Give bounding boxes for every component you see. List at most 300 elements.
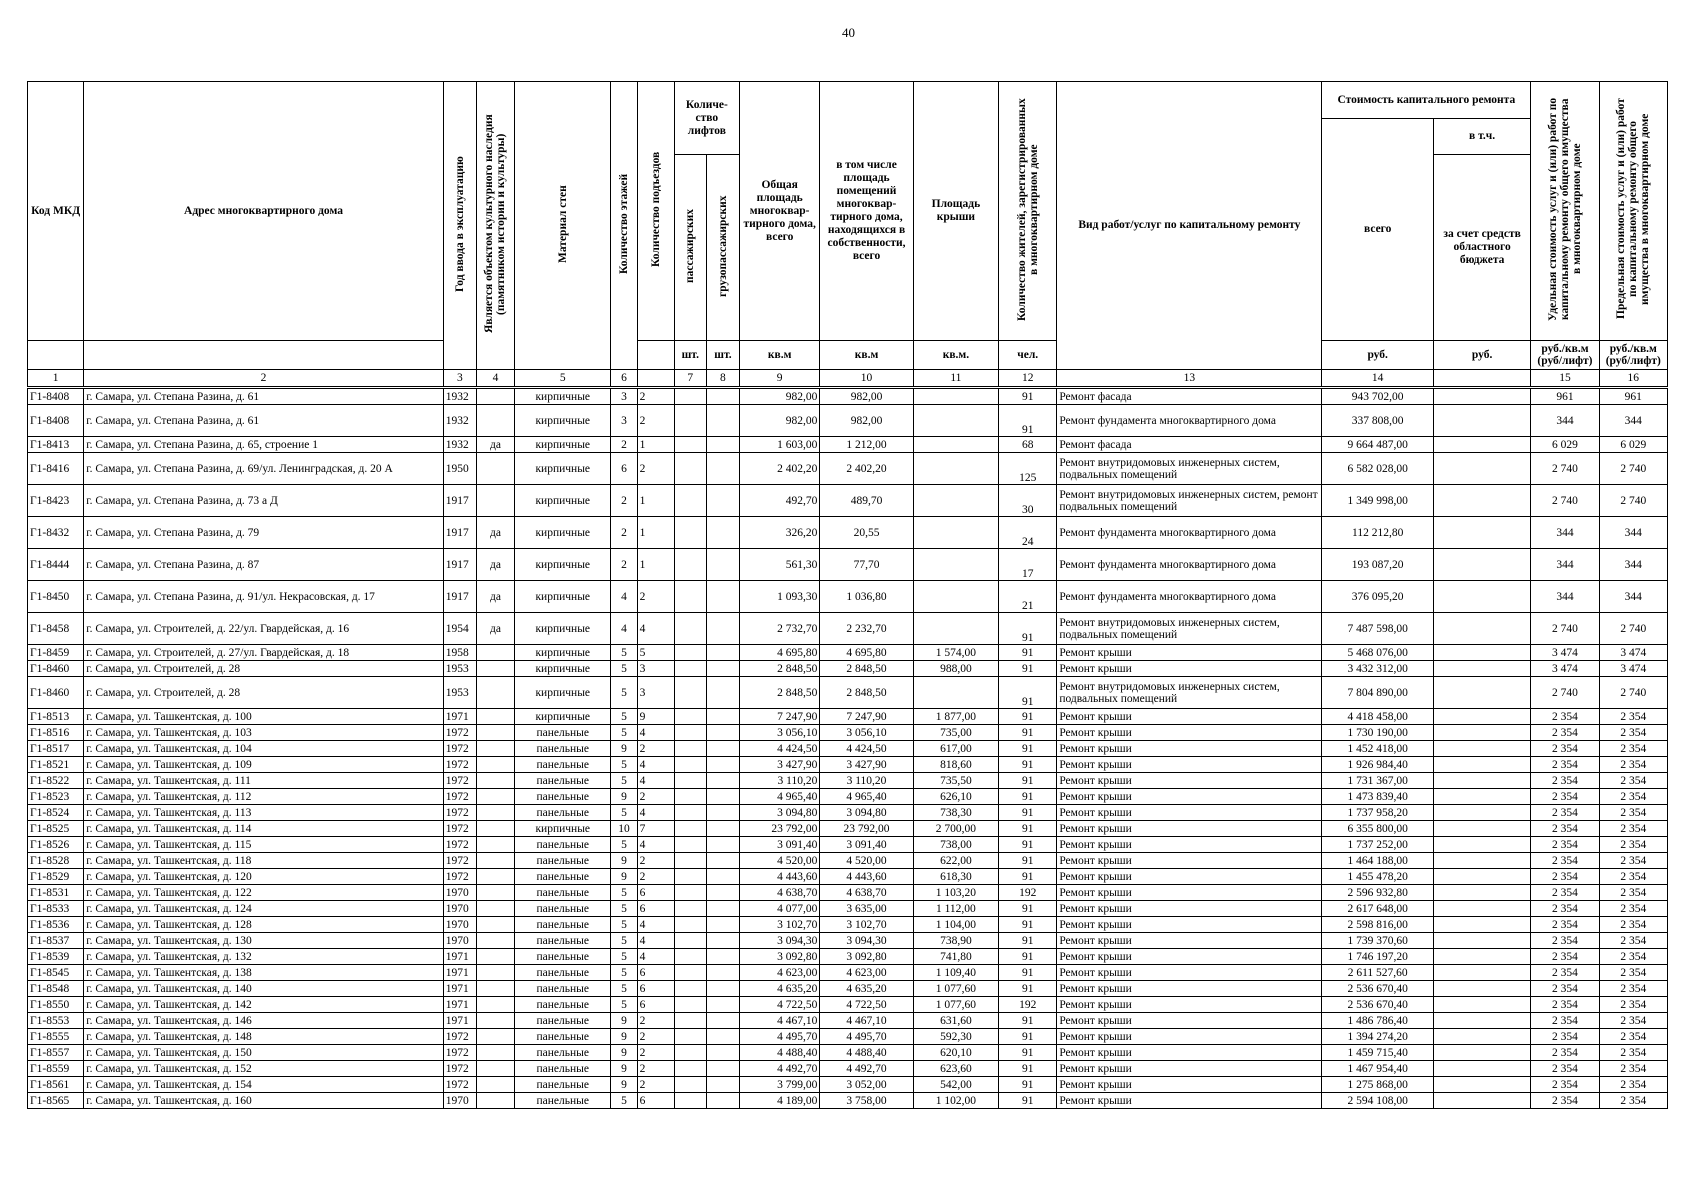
column-number: 2 (84, 370, 444, 388)
unit-cost: руб. (1322, 341, 1433, 370)
cell-floors: 5 (611, 709, 637, 725)
cell-year: 1932 (443, 405, 476, 437)
cell-owned-area: 2 848,50 (820, 661, 913, 677)
column-number (637, 370, 674, 388)
cell-unit-cost: 2 354 (1531, 901, 1599, 917)
cell-code: Г1-8450 (28, 581, 84, 613)
cell-roof-area: 626,10 (913, 789, 998, 805)
table-row (28, 581, 1668, 613)
cell-entrances: 2 (637, 388, 674, 405)
cell-address: г. Самара, ул. Ташкентская, д. 142 (84, 997, 444, 1013)
cell-roof-area: 622,00 (913, 853, 998, 869)
cell-total-area: 492,70 (740, 485, 820, 517)
cell-code: Г1-8553 (28, 1013, 84, 1029)
cell-owned-area: 3 094,80 (820, 805, 913, 821)
cell-work: Ремонт фасада (1057, 437, 1322, 453)
column-number: 11 (913, 370, 998, 388)
unit-roof-area: кв.м. (913, 341, 998, 370)
cell-floors: 5 (611, 837, 637, 853)
cell-entrances: 3 (637, 661, 674, 677)
cell-code: Г1-8555 (28, 1029, 84, 1045)
cell-freight (706, 1061, 739, 1077)
cell-entrances: 6 (637, 981, 674, 997)
cell-owned-area: 3 094,30 (820, 933, 913, 949)
cell-unit-cost: 2 354 (1531, 805, 1599, 821)
cell-code: Г1-8528 (28, 853, 84, 869)
cell-passenger (674, 981, 706, 997)
cell-total-area: 4 077,00 (740, 901, 820, 917)
cell-owned-area: 4 467,10 (820, 1013, 913, 1029)
cell-work: Ремонт крыши (1057, 981, 1322, 997)
cell-year: 1970 (443, 917, 476, 933)
cell-roof-area (913, 581, 998, 613)
cell-address: г. Самара, ул. Степана Разина, д. 91/ул. Некрасовская, д. 17 (84, 581, 444, 613)
cell-cost: 1 455 478,20 (1322, 869, 1433, 885)
cell-roof-area (913, 485, 998, 517)
cell-total-area: 7 247,90 (740, 709, 820, 725)
cell-heritage (476, 885, 514, 901)
header-cost: Стоимость капитального ремонта (1322, 82, 1531, 119)
cell-code: Г1-8529 (28, 869, 84, 885)
cell-residents: 91 (999, 1077, 1057, 1093)
cell-regional (1433, 773, 1530, 789)
cell-year: 1932 (443, 437, 476, 453)
cell-residents: 91 (999, 837, 1057, 853)
cell-address: г. Самара, ул. Ташкентская, д. 132 (84, 949, 444, 965)
cell-address: г. Самара, ул. Степана Разина, д. 73 а Д (84, 485, 444, 517)
cell-floors: 3 (611, 388, 637, 405)
cell-heritage (476, 853, 514, 869)
cell-passenger (674, 613, 706, 645)
cell-residents: 30 (999, 485, 1057, 517)
cell-code: Г1-8408 (28, 405, 84, 437)
cell-work: Ремонт крыши (1057, 821, 1322, 837)
cell-max-cost: 2 354 (1599, 917, 1667, 933)
cell-work: Ремонт крыши (1057, 853, 1322, 869)
cell-residents: 91 (999, 869, 1057, 885)
cell-total-area: 3 094,30 (740, 933, 820, 949)
cell-entrances: 1 (637, 549, 674, 581)
cell-roof-area: 738,00 (913, 837, 998, 853)
cell-year: 1972 (443, 1029, 476, 1045)
cell-max-cost: 2 354 (1599, 1061, 1667, 1077)
cell-freight (706, 869, 739, 885)
cell-year: 1972 (443, 821, 476, 837)
cell-code: Г1-8561 (28, 1077, 84, 1093)
cell-max-cost: 2 354 (1599, 757, 1667, 773)
cell-max-cost: 2 354 (1599, 933, 1667, 949)
cell-address: г. Самара, ул. Ташкентская, д. 111 (84, 773, 444, 789)
cell-roof-area: 2 700,00 (913, 821, 998, 837)
table-row (28, 933, 1668, 949)
cell-owned-area: 982,00 (820, 388, 913, 405)
cell-regional (1433, 981, 1530, 997)
cell-regional (1433, 661, 1530, 677)
cell-max-cost: 2 354 (1599, 837, 1667, 853)
cell-max-cost: 344 (1599, 517, 1667, 549)
cell-material: панельные (515, 741, 611, 757)
cell-unit-cost: 2 354 (1531, 741, 1599, 757)
cell-roof-area (913, 453, 998, 485)
cell-year: 1972 (443, 1045, 476, 1061)
cell-residents: 192 (999, 885, 1057, 901)
cell-roof-area (913, 437, 998, 453)
cell-code: Г1-8557 (28, 1045, 84, 1061)
column-number: 10 (820, 370, 913, 388)
cell-unit-cost: 961 (1531, 388, 1599, 405)
cell-floors: 4 (611, 613, 637, 645)
cell-address: г. Самара, ул. Степана Разина, д. 79 (84, 517, 444, 549)
cell-total-area: 3 102,70 (740, 917, 820, 933)
cell-cost: 1 349 998,00 (1322, 485, 1433, 517)
cell-regional (1433, 709, 1530, 725)
cell-regional (1433, 917, 1530, 933)
cell-passenger (674, 1029, 706, 1045)
table-row (28, 549, 1668, 581)
cell-regional (1433, 965, 1530, 981)
cell-material: кирпичные (515, 581, 611, 613)
cell-residents: 91 (999, 789, 1057, 805)
cell-total-area: 2 848,50 (740, 677, 820, 709)
table-row (28, 1077, 1668, 1093)
cell-work: Ремонт фундамента многоквартирного дома (1057, 405, 1322, 437)
cell-address: г. Самара, ул. Ташкентская, д. 114 (84, 821, 444, 837)
cell-work: Ремонт крыши (1057, 901, 1322, 917)
cell-address: г. Самара, ул. Ташкентская, д. 130 (84, 933, 444, 949)
table-row (28, 885, 1668, 901)
cell-work: Ремонт крыши (1057, 645, 1322, 661)
cell-residents: 91 (999, 965, 1057, 981)
cell-work: Ремонт крыши (1057, 709, 1322, 725)
cell-heritage (476, 709, 514, 725)
cell-roof-area: 1 077,60 (913, 981, 998, 997)
cell-address: г. Самара, ул. Ташкентская, д. 148 (84, 1029, 444, 1045)
units-address (84, 341, 444, 370)
table-row (28, 437, 1668, 453)
cell-regional (1433, 1013, 1530, 1029)
cell-total-area: 3 427,90 (740, 757, 820, 773)
cell-cost: 1 739 370,60 (1322, 933, 1433, 949)
cell-heritage (476, 821, 514, 837)
cell-code: Г1-8522 (28, 773, 84, 789)
header-unit-cost: Удельная стоимость услуг и (или) работ по капитальному ремонту общего имущества в многоквартирном доме (1531, 82, 1599, 341)
cell-max-cost: 2 354 (1599, 805, 1667, 821)
units-entrances (637, 341, 674, 370)
cell-address: г. Самара, ул. Ташкентская, д. 146 (84, 1013, 444, 1029)
cell-unit-cost: 2 354 (1531, 965, 1599, 981)
cell-regional (1433, 517, 1530, 549)
cell-owned-area: 2 848,50 (820, 677, 913, 709)
cell-entrances: 4 (637, 917, 674, 933)
cell-material: кирпичные (515, 661, 611, 677)
cell-roof-area: 1 574,00 (913, 645, 998, 661)
cell-material: панельные (515, 837, 611, 853)
cell-freight (706, 997, 739, 1013)
cell-passenger (674, 1077, 706, 1093)
cell-heritage (476, 1077, 514, 1093)
column-number: 14 (1322, 370, 1433, 388)
cell-heritage: да (476, 581, 514, 613)
cell-residents: 91 (999, 388, 1057, 405)
cell-material: панельные (515, 1061, 611, 1077)
cell-work: Ремонт фундамента многоквартирного дома (1057, 517, 1322, 549)
cell-freight (706, 725, 739, 741)
cell-year: 1954 (443, 613, 476, 645)
cell-year: 1972 (443, 853, 476, 869)
cell-floors: 9 (611, 1029, 637, 1045)
cell-passenger (674, 997, 706, 1013)
cell-regional (1433, 645, 1530, 661)
cell-heritage (476, 453, 514, 485)
cell-residents: 91 (999, 773, 1057, 789)
cell-year: 1972 (443, 757, 476, 773)
cell-freight (706, 1093, 739, 1109)
cell-year: 1971 (443, 981, 476, 997)
cell-code: Г1-8513 (28, 709, 84, 725)
cell-unit-cost: 2 354 (1531, 1077, 1599, 1093)
cell-code: Г1-8458 (28, 613, 84, 645)
cell-work: Ремонт крыши (1057, 1029, 1322, 1045)
cell-owned-area: 4 623,00 (820, 965, 913, 981)
cell-freight (706, 965, 739, 981)
cell-material: панельные (515, 1013, 611, 1029)
cell-work: Ремонт внутридомовых инженерных систем, подвальных помещений (1057, 453, 1322, 485)
cell-cost: 5 468 076,00 (1322, 645, 1433, 661)
cell-residents: 192 (999, 997, 1057, 1013)
cell-material: панельные (515, 789, 611, 805)
cell-max-cost: 2 740 (1599, 677, 1667, 709)
cell-passenger (674, 885, 706, 901)
cell-roof-area (913, 517, 998, 549)
column-number: 5 (515, 370, 611, 388)
cell-passenger (674, 405, 706, 437)
cell-code: Г1-8548 (28, 981, 84, 997)
cell-address: г. Самара, ул. Степана Разина, д. 61 (84, 405, 444, 437)
cell-heritage (476, 1093, 514, 1109)
cell-total-area: 2 848,50 (740, 661, 820, 677)
cell-floors: 9 (611, 853, 637, 869)
cell-roof-area: 1 102,00 (913, 1093, 998, 1109)
cell-residents: 91 (999, 1045, 1057, 1061)
cell-regional (1433, 837, 1530, 853)
header-cost-total: всего (1322, 119, 1433, 341)
cell-unit-cost: 2 354 (1531, 1093, 1599, 1109)
cell-code: Г1-8539 (28, 949, 84, 965)
cell-floors: 5 (611, 661, 637, 677)
cell-material: панельные (515, 757, 611, 773)
cell-entrances: 2 (637, 1077, 674, 1093)
cell-regional (1433, 997, 1530, 1013)
header-material: Материал стен (515, 82, 611, 370)
cell-code: Г1-8408 (28, 388, 84, 405)
cell-roof-area: 735,00 (913, 725, 998, 741)
cell-floors: 9 (611, 1045, 637, 1061)
cell-material: панельные (515, 901, 611, 917)
cell-passenger (674, 549, 706, 581)
cell-passenger (674, 485, 706, 517)
cell-entrances: 4 (637, 837, 674, 853)
cell-work: Ремонт внутридомовых инженерных систем, подвальных помещений (1057, 677, 1322, 709)
cell-max-cost: 2 740 (1599, 453, 1667, 485)
cell-residents: 91 (999, 901, 1057, 917)
cell-max-cost: 2 354 (1599, 773, 1667, 789)
cell-unit-cost: 2 354 (1531, 885, 1599, 901)
cell-total-area: 4 488,40 (740, 1045, 820, 1061)
cell-heritage (476, 725, 514, 741)
cell-roof-area: 623,60 (913, 1061, 998, 1077)
cell-heritage (476, 1045, 514, 1061)
cell-floors: 5 (611, 901, 637, 917)
cell-year: 1971 (443, 1013, 476, 1029)
cell-max-cost: 2 354 (1599, 1013, 1667, 1029)
cell-unit-cost: 2 354 (1531, 1061, 1599, 1077)
cell-material: кирпичные (515, 645, 611, 661)
cell-year: 1917 (443, 581, 476, 613)
cell-entrances: 6 (637, 965, 674, 981)
cell-cost: 1 746 197,20 (1322, 949, 1433, 965)
table-row (28, 725, 1668, 741)
cell-residents: 91 (999, 949, 1057, 965)
cell-year: 1972 (443, 1061, 476, 1077)
cell-max-cost: 2 354 (1599, 853, 1667, 869)
cell-heritage (476, 757, 514, 773)
cell-unit-cost: 2 354 (1531, 725, 1599, 741)
cell-address: г. Самара, ул. Степана Разина, д. 69/ул. Ленинградская, д. 20 А (84, 453, 444, 485)
cell-unit-cost: 2 354 (1531, 821, 1599, 837)
cell-year: 1917 (443, 549, 476, 581)
cell-residents: 91 (999, 805, 1057, 821)
cell-freight (706, 933, 739, 949)
cell-max-cost: 2 354 (1599, 789, 1667, 805)
cell-unit-cost: 2 354 (1531, 853, 1599, 869)
cell-owned-area: 489,70 (820, 485, 913, 517)
cell-address: г. Самара, ул. Ташкентская, д. 113 (84, 805, 444, 821)
cell-address: г. Самара, ул. Ташкентская, д. 115 (84, 837, 444, 853)
cell-cost: 337 808,00 (1322, 405, 1433, 437)
cell-year: 1972 (443, 773, 476, 789)
cell-owned-area: 4 638,70 (820, 885, 913, 901)
cell-address: г. Самара, ул. Ташкентская, д. 128 (84, 917, 444, 933)
cell-heritage (476, 1061, 514, 1077)
cell-floors: 10 (611, 821, 637, 837)
cell-work: Ремонт крыши (1057, 805, 1322, 821)
cell-roof-area: 1 104,00 (913, 917, 998, 933)
cell-total-area: 2 402,20 (740, 453, 820, 485)
cell-total-area: 4 695,80 (740, 645, 820, 661)
cell-address: г. Самара, ул. Ташкентская, д. 160 (84, 1093, 444, 1109)
cell-address: г. Самара, ул. Ташкентская, д. 138 (84, 965, 444, 981)
cell-material: кирпичные (515, 453, 611, 485)
cell-heritage: да (476, 437, 514, 453)
header-incl: в т.ч. (1433, 119, 1530, 155)
cell-floors: 5 (611, 773, 637, 789)
cell-total-area: 4 965,40 (740, 789, 820, 805)
cell-unit-cost: 2 354 (1531, 933, 1599, 949)
cell-roof-area: 1 112,00 (913, 901, 998, 917)
cell-roof-area: 735,50 (913, 773, 998, 789)
cell-owned-area: 3 102,70 (820, 917, 913, 933)
cell-residents: 24 (999, 517, 1057, 549)
column-number (1433, 370, 1530, 388)
cell-cost: 6 355 800,00 (1322, 821, 1433, 837)
cell-floors: 2 (611, 549, 637, 581)
cell-floors: 5 (611, 917, 637, 933)
cell-unit-cost: 2 354 (1531, 917, 1599, 933)
cell-regional (1433, 933, 1530, 949)
cell-max-cost: 2 740 (1599, 485, 1667, 517)
cell-total-area: 1 093,30 (740, 581, 820, 613)
cell-unit-cost: 344 (1531, 549, 1599, 581)
cell-material: панельные (515, 1045, 611, 1061)
cell-unit-cost: 6 029 (1531, 437, 1599, 453)
cell-total-area: 4 467,10 (740, 1013, 820, 1029)
cell-residents: 91 (999, 853, 1057, 869)
cell-max-cost: 2 354 (1599, 741, 1667, 757)
cell-residents: 125 (999, 453, 1057, 485)
cell-address: г. Самара, ул. Ташкентская, д. 152 (84, 1061, 444, 1077)
cell-regional (1433, 901, 1530, 917)
cell-cost: 2 536 670,40 (1322, 981, 1433, 997)
cell-address: г. Самара, ул. Ташкентская, д. 100 (84, 709, 444, 725)
table-row (28, 485, 1668, 517)
cell-floors: 5 (611, 933, 637, 949)
cell-entrances: 6 (637, 1093, 674, 1109)
cell-work: Ремонт крыши (1057, 1061, 1322, 1077)
cell-freight (706, 853, 739, 869)
cell-address: г. Самара, ул. Ташкентская, д. 109 (84, 757, 444, 773)
cell-heritage (476, 405, 514, 437)
cell-unit-cost: 2 354 (1531, 997, 1599, 1013)
cell-residents: 91 (999, 1029, 1057, 1045)
cell-owned-area: 3 427,90 (820, 757, 913, 773)
header-entrances: Количество подъездов (637, 82, 674, 341)
cell-unit-cost: 2 740 (1531, 613, 1599, 645)
cell-passenger (674, 725, 706, 741)
cell-material: кирпичные (515, 709, 611, 725)
cell-total-area: 3 094,80 (740, 805, 820, 821)
cell-floors: 5 (611, 981, 637, 997)
cell-max-cost: 2 354 (1599, 1029, 1667, 1045)
cell-roof-area (913, 677, 998, 709)
cell-cost: 2 596 932,80 (1322, 885, 1433, 901)
cell-address: г. Самара, ул. Ташкентская, д. 112 (84, 789, 444, 805)
cell-residents: 91 (999, 613, 1057, 645)
cell-total-area: 4 520,00 (740, 853, 820, 869)
cell-max-cost: 2 354 (1599, 1045, 1667, 1061)
cell-owned-area: 77,70 (820, 549, 913, 581)
cell-material: кирпичные (515, 549, 611, 581)
cell-material: панельные (515, 981, 611, 997)
cell-address: г. Самара, ул. Строителей, д. 28 (84, 661, 444, 677)
cell-year: 1972 (443, 1077, 476, 1093)
cell-passenger (674, 1045, 706, 1061)
cell-entrances: 2 (637, 1045, 674, 1061)
cell-freight (706, 677, 739, 709)
cell-cost: 1 730 190,00 (1322, 725, 1433, 741)
cell-regional (1433, 1093, 1530, 1109)
cell-floors: 9 (611, 789, 637, 805)
cell-work: Ремонт крыши (1057, 1045, 1322, 1061)
cell-address: г. Самара, ул. Ташкентская, д. 124 (84, 901, 444, 917)
cell-year: 1917 (443, 517, 476, 549)
cell-code: Г1-8521 (28, 757, 84, 773)
header-residents: Количество жителей, зарегистрированных в многоквартирном доме (999, 82, 1057, 341)
cell-cost: 1 731 367,00 (1322, 773, 1433, 789)
cell-address: г. Самара, ул. Ташкентская, д. 104 (84, 741, 444, 757)
cell-address: г. Самара, ул. Строителей, д. 22/ул. Гвардейская, д. 16 (84, 613, 444, 645)
cell-freight (706, 757, 739, 773)
table-row (28, 453, 1668, 485)
